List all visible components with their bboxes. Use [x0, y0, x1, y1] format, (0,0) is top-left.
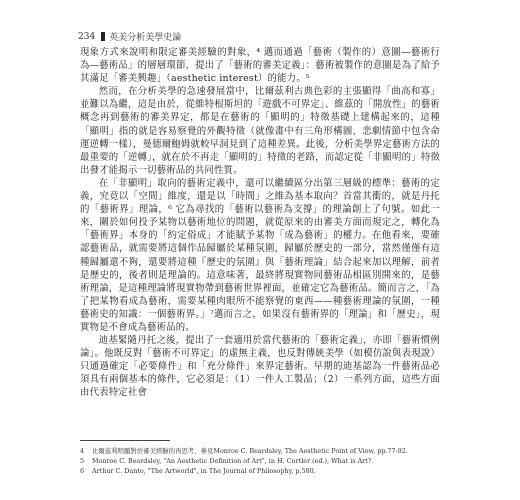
paragraph: 迪基緊隨丹托之後，提出了一套適用於當代藝術的「藝術定義」，亦即「藝術慣例論」。他既反對「藝術不可界定」的虛無主義，也反對傳統美學（如模仿說與表現說）只通過確定「必要條件」和「充分條件」來界定藝術。早期的迪基認為一件藝術品必須具有兩個基本的條件，它必須是：（1）一件人工製品；（2）一系列方面，這些方面由代表特定社會 — [80, 335, 440, 399]
footnote-number: 6 — [80, 467, 85, 475]
paragraph: 然而，在分析美學的急速發展當中，比爾茲利古典色彩的主張顯得「曲高和寡」並難以為繼，這是由於，從維特根斯坦的「遊戲不可界定」、維茲的「開放性」的藝術概念再到藝術的審美界定，都是在藝術的「顯明的」特徵基礎上建構起來的，這種「顯明」指的就是容易察覺的外觀特徵（就像畫中有三角形構圖、悲劇情節中包含命運逆轉一樣），曼德爾鮑姆就較早洞見到了這種差異。此後，分析美學界定藝術方法的最重要的「逆轉」，就在於不再走「顯明的」特徵的老路，而認定從「非顯明的」特徵出發才能揭示一切藝術品的共同性質。 — [80, 86, 440, 176]
footnote-number: 5 — [80, 457, 85, 465]
footnote-text: Arthur C. Danto, "The Artworld", in The Journal of Philosophy, p.580. — [92, 467, 316, 475]
footnote-text: 比爾茲利明顯對於審美經驗的再思考，參見Monroe C. Beardsley, The Aesthetic Point of View, pp.77-92. — [92, 447, 408, 455]
footnote-rule — [80, 440, 170, 441]
header-bar-mark — [101, 32, 105, 41]
footnote — [80, 456, 440, 466]
running-title: 英美分析美學史論 — [109, 33, 182, 43]
running-header — [78, 30, 181, 43]
footnote-number: 4 — [80, 447, 85, 455]
body-text — [80, 46, 440, 400]
page-number: 234 — [78, 31, 96, 42]
footnote — [80, 446, 440, 456]
paragraph: 在「非顯明」取向的藝術定義中，還可以繼續區分出第三層級的標準：藝術的定義，究竟以「空間」維度，還是以「時間」之維為基本取向？首當其衝的，就是丹托的「藝術界」理論，⁶ 它為尋找的「藝術以藝術為支撐」的理論創上了句號。如此一來，關於如何投予某物以藝術地位的問題，就從原來的由審美方面而規定之，轉化為「藝術界」本身的「約定俗成」才能賦予某物「成為藝術」的權力。在他看來，要確認藝術品，就需要將這個作品歸屬於某種氛圍，歸屬於歷史的一部分，當然僅僅有這種歸屬還不夠，還要將這種『歷史的氛圍』與「藝術理論」結合起來加以理解，前者是歷史的，後者則是理論的。這意味著，最終將現實物同藝術品相區別開來的，是藝術理論，是這種理論將現實物帶到藝術世界裡面，並確定它為藝術品。簡而言之，「為了把某物看成為藝術，需要某種肉眼所不能察覺的東西——種藝術理論的氛圍，一種藝術史的知識：一個藝術界。」⁷邁而言之，如果沒有藝術界的「理論」和「歷史」，現實物是不會成為藝術品的。 — [80, 177, 440, 333]
footnote-text: Monroe C. Beardsley, "An Aesthetic Definition of Art", in H. Curtler (ed.), What is Art?. — [92, 457, 374, 465]
footnote — [80, 466, 440, 476]
paragraph-continuation: 現象方式來說明和限定審美經驗的對象，⁴ 邁而通過「藝術（製作的）意圖—藝術行為—藝術品」的層層環節，提出了「藝術的審美定義」：藝術被製作的意圖是為了給予其滿足「審美興趣」（aesthetic interest）的能力。⁵ — [80, 47, 440, 85]
footnotes — [80, 446, 440, 476]
